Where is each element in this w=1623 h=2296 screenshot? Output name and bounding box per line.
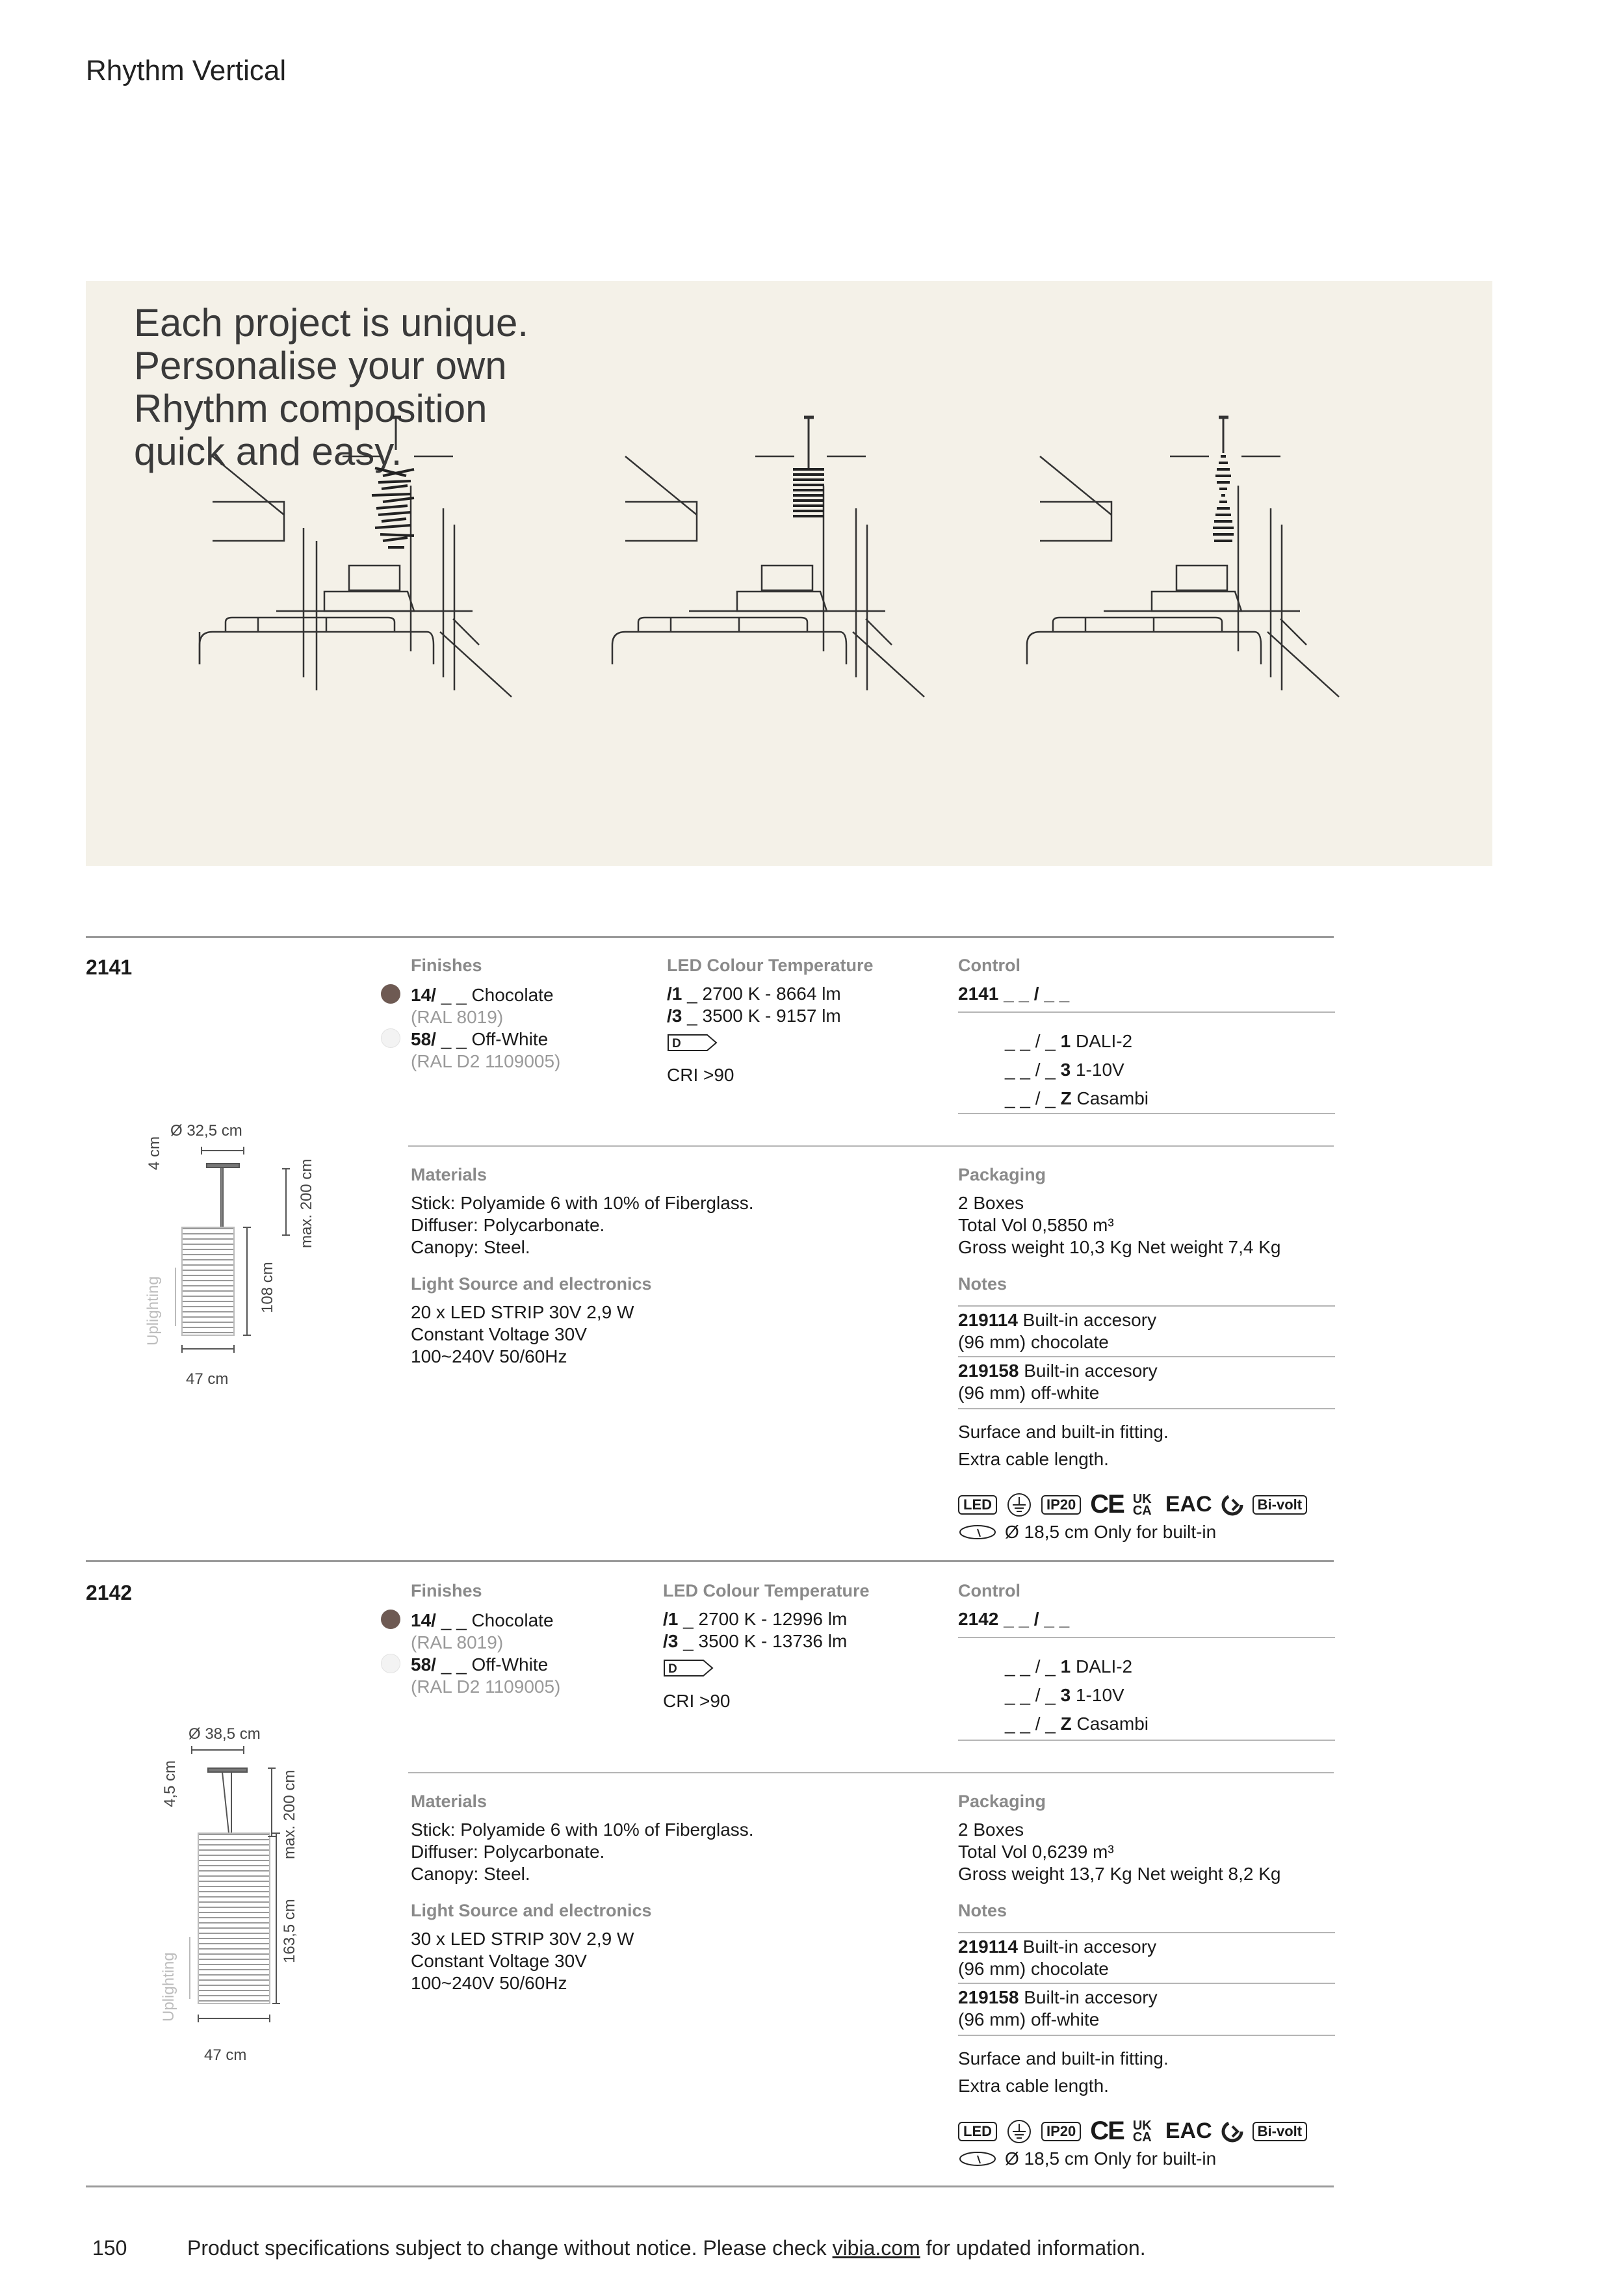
control-option-dali[interactable]: _ _ / _ 1 DALI-2: [1005, 1656, 1133, 1676]
finish-swatch-offwhite[interactable]: [381, 1654, 400, 1676]
ukca-mark-icon: UKCA: [1132, 1491, 1152, 1518]
dim-width: 47 cm: [204, 2046, 247, 2064]
cutout-icon: [958, 2149, 997, 2169]
room-scene-1: [200, 417, 512, 697]
recycle-mark-icon: [1221, 1494, 1243, 1516]
divider: [958, 1305, 1335, 1307]
led-cert-icon: LED: [958, 1495, 997, 1515]
note-item: (96 mm) off-white: [958, 2009, 1100, 2029]
led-option: /3 _ 3500 K - 13736 lm: [663, 1631, 848, 1651]
divider: [958, 1356, 1335, 1357]
finish-swatch-offwhite[interactable]: [381, 1028, 400, 1051]
control-option-1-10v[interactable]: _ _ / _ 3 1-10V: [1005, 1060, 1124, 1080]
dim-height: 108 cm: [259, 1262, 276, 1313]
bi-volt-cert-icon: Bi-volt: [1253, 1495, 1307, 1515]
led-option: /1 _ 2700 K - 8664 lm: [667, 984, 841, 1004]
svg-text:D: D: [668, 1662, 677, 1676]
control-option-casambi[interactable]: _ _ / _ Z Casambi: [1005, 1714, 1149, 1734]
divider: [958, 1011, 1335, 1013]
finish-ral: (RAL D2 1109005): [411, 1676, 561, 1697]
finish-offwhite: 58/ _ _ Off-White: [411, 1654, 549, 1675]
finish-ral: (RAL D2 1109005): [411, 1051, 561, 1071]
packaging-label: Packaging: [958, 1165, 1046, 1184]
divider: [958, 1740, 1335, 1741]
room-illustrations: [86, 281, 1492, 866]
eac-mark-icon: EAC: [1165, 1492, 1212, 1517]
ground-icon: [1006, 1492, 1032, 1518]
dim-max: max. 200 cm: [298, 1158, 315, 1248]
room-scene-2: [612, 417, 924, 697]
section-divider: [86, 1560, 1334, 1562]
divider: [958, 1637, 1335, 1638]
light-source-label: Light Source and electronics: [411, 1274, 652, 1294]
page-number: 150: [92, 2236, 127, 2260]
cutout-info: Ø 18,5 cm Only for built-in: [958, 1521, 1216, 1543]
cutout-icon: [958, 1522, 997, 1542]
note-item: (96 mm) chocolate: [958, 1332, 1109, 1352]
energy-class-icon: [667, 1034, 719, 1052]
hero-line: quick and easy.: [134, 430, 402, 473]
led-option: /3 _ 3500 K - 9157 lm: [667, 1006, 841, 1026]
material-line: Stick: Polyamide 6 with 10% of Fiberglass.: [411, 1820, 754, 1840]
finish-chocolate: 14/ _ _ Chocolate: [411, 1610, 554, 1630]
divider: [408, 1772, 1334, 1773]
finishes-label: Finishes: [411, 1581, 482, 1600]
divider: [408, 1145, 1334, 1147]
materials-label: Materials: [411, 1792, 487, 1811]
led-option: /1 _ 2700 K - 12996 lm: [663, 1609, 848, 1629]
finish-swatch-chocolate[interactable]: [381, 1610, 400, 1632]
product-code: 2142: [86, 1581, 133, 1604]
ip20-cert-icon: IP20: [1041, 2122, 1081, 2141]
uplighting-label: Uplighting: [160, 1952, 177, 2022]
control-code: 2141 _ _ / _ _: [958, 984, 1070, 1004]
finish-chocolate: 14/ _ _ Chocolate: [411, 985, 554, 1005]
material-line: Stick: Polyamide 6 with 10% of Fiberglass.: [411, 1193, 754, 1213]
control-option-dali[interactable]: _ _ / _ 1 DALI-2: [1005, 1031, 1133, 1051]
cri-value: CRI >90: [663, 1691, 731, 1711]
finishes-label: Finishes: [411, 956, 482, 975]
control-option-casambi[interactable]: _ _ / _ Z Casambi: [1005, 1088, 1149, 1108]
hero-panel: [86, 281, 1492, 866]
energy-class-icon: [663, 1659, 715, 1677]
control-option-1-10v[interactable]: _ _ / _ 3 1-10V: [1005, 1685, 1124, 1705]
finish-swatch-chocolate[interactable]: [381, 984, 400, 1007]
led-label: LED Colour Temperature: [667, 956, 874, 975]
dim-width: 47 cm: [186, 1370, 229, 1388]
divider: [958, 1983, 1335, 1984]
divider: [958, 1408, 1335, 1409]
dim-canopy: 4 cm: [146, 1136, 163, 1170]
light-line: 20 x LED STRIP 30V 2,9 W: [411, 1302, 634, 1322]
light-line: Constant Voltage 30V: [411, 1951, 587, 1971]
material-line: Canopy: Steel.: [411, 1237, 530, 1257]
fitting-line: Extra cable length.: [958, 1449, 1109, 1469]
light-line: 100~240V 50/60Hz: [411, 1346, 567, 1366]
led-label: LED Colour Temperature: [663, 1581, 870, 1600]
recycle-mark-icon: [1221, 2120, 1243, 2143]
note-item: 219158 Built-in accesory: [958, 1361, 1158, 1381]
packaging-line: Gross weight 13,7 Kg Net weight 8,2 Kg: [958, 1864, 1281, 1884]
ip20-cert-icon: IP20: [1041, 1495, 1081, 1515]
packaging-line: Total Vol 0,6239 m³: [958, 1842, 1114, 1862]
finish-ral: (RAL 8019): [411, 1632, 504, 1652]
fitting-line: Surface and built-in fitting.: [958, 1422, 1169, 1442]
uplighting-label: Uplighting: [144, 1276, 162, 1346]
packaging-line: 2 Boxes: [958, 1193, 1024, 1213]
note-item: 219114 Built-in accesory: [958, 1937, 1157, 1957]
led-cert-icon: LED: [958, 2122, 997, 2141]
section-divider: [86, 2185, 1334, 2187]
fitting-line: Extra cable length.: [958, 2076, 1109, 2096]
materials-label: Materials: [411, 1165, 487, 1184]
vibia-link[interactable]: vibia.com: [832, 2236, 920, 2260]
dim-canopy: 4,5 cm: [161, 1760, 179, 1807]
note-item: 219114 Built-in accesory: [958, 1310, 1157, 1330]
material-line: Canopy: Steel.: [411, 1864, 530, 1884]
ce-mark-icon: CE: [1090, 2117, 1124, 2145]
lamp-dimension-drawing: [156, 1138, 312, 1372]
cert-row: [958, 1490, 1307, 1519]
notes-label: Notes: [958, 1274, 1007, 1294]
packaging-line: Gross weight 10,3 Kg Net weight 7,4 Kg: [958, 1237, 1281, 1257]
divider: [958, 2035, 1335, 2036]
room-scene-3: [1027, 417, 1339, 697]
hero-line: Personalise your own: [134, 344, 507, 387]
control-code: 2142 _ _ / _ _: [958, 1609, 1070, 1629]
packaging-line: 2 Boxes: [958, 1820, 1024, 1840]
ground-icon: [1006, 2119, 1032, 2145]
light-source-label: Light Source and electronics: [411, 1901, 652, 1920]
dim-diameter: Ø 32,5 cm: [170, 1122, 242, 1140]
ukca-mark-icon: UKCA: [1132, 2118, 1152, 2145]
notes-label: Notes: [958, 1901, 1007, 1920]
packaging-line: Total Vol 0,5850 m³: [958, 1215, 1114, 1235]
note-item: 219158 Built-in accesory: [958, 1987, 1158, 2007]
bi-volt-cert-icon: Bi-volt: [1253, 2122, 1307, 2141]
dim-max: max. 200 cm: [281, 1769, 298, 1859]
dim-height: 163,5 cm: [281, 1899, 298, 1963]
hero-line: Each project is unique.: [134, 301, 529, 345]
svg-text:D: D: [672, 1037, 681, 1050]
cri-value: CRI >90: [667, 1065, 734, 1085]
divider: [958, 1113, 1335, 1114]
note-item: (96 mm) off-white: [958, 1383, 1100, 1403]
control-label: Control: [958, 956, 1020, 975]
ce-mark-icon: CE: [1090, 1490, 1124, 1519]
divider: [958, 1932, 1335, 1933]
hero-line: Rhythm composition: [134, 387, 487, 430]
eac-mark-icon: EAC: [1165, 2119, 1212, 2143]
dim-diameter: Ø 38,5 cm: [188, 1725, 261, 1743]
finish-ral: (RAL 8019): [411, 1007, 504, 1027]
footer-disclaimer: Product specifications subject to change without notice. Please check vibia.com for updated information.: [187, 2236, 1146, 2260]
note-item: (96 mm) chocolate: [958, 1959, 1109, 1979]
section-divider: [86, 936, 1334, 938]
packaging-label: Packaging: [958, 1792, 1046, 1811]
page-title: Rhythm Vertical: [86, 55, 287, 86]
cert-row: [958, 2117, 1307, 2146]
lamp-dimension-drawing: [175, 1742, 305, 2041]
cutout-info: Ø 18,5 cm Only for built-in: [958, 2148, 1216, 2170]
light-line: 100~240V 50/60Hz: [411, 1973, 567, 1993]
light-line: Constant Voltage 30V: [411, 1324, 587, 1344]
finish-offwhite: 58/ _ _ Off-White: [411, 1029, 549, 1049]
fitting-line: Surface and built-in fitting.: [958, 2048, 1169, 2068]
material-line: Diffuser: Polycarbonate.: [411, 1842, 605, 1862]
product-code: 2141: [86, 956, 133, 979]
control-label: Control: [958, 1581, 1020, 1600]
light-line: 30 x LED STRIP 30V 2,9 W: [411, 1929, 634, 1949]
material-line: Diffuser: Polycarbonate.: [411, 1215, 605, 1235]
